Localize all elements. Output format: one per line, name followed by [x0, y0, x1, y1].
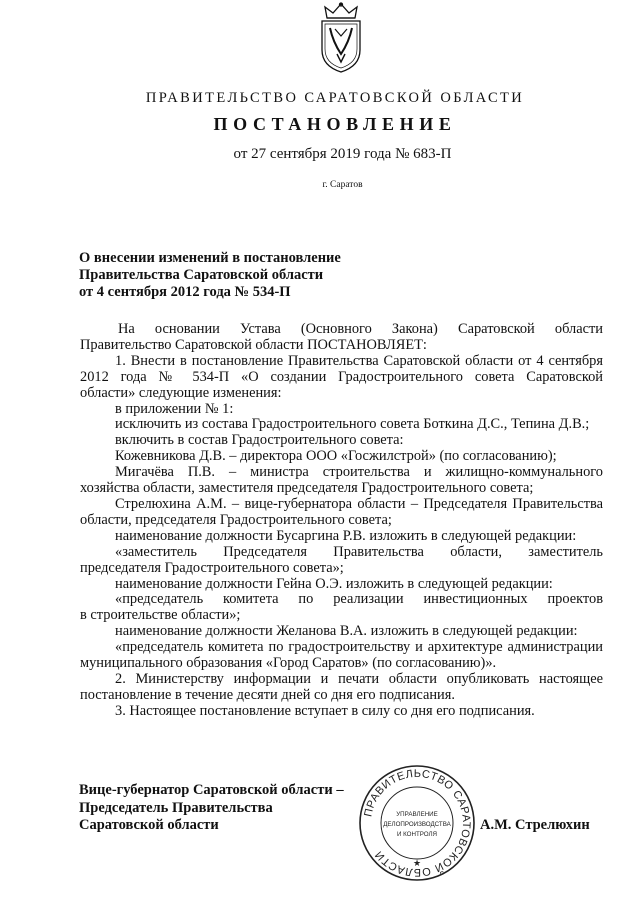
document-subject [79, 250, 341, 301]
stamp-star-icon: ★ [412, 858, 422, 868]
signer-name: А.М. Стрелюхин [480, 817, 590, 833]
body-line: Правительство Саратовской области ПОСТАНОВЛЯЕТ: [80, 336, 427, 353]
date-and-number: от 27 сентября 2019 года № 683-П [233, 146, 452, 162]
stamp-center-line: И КОНТРОЛЯ [396, 831, 438, 838]
body-line: постановление в течение десяти дней со дня его подписания. [80, 686, 455, 703]
body-line: наименование должности Бусаргина Р.В. изложить в следующей редакции: [115, 527, 577, 544]
city: г. Саратов [322, 180, 363, 190]
body-line: в строительстве области»; [80, 607, 241, 624]
signatory-line: Саратовской области [79, 817, 219, 833]
body-line: наименование должности Гейна О.Э. изложить в следующей редакции: [115, 575, 553, 592]
body-line: «председатель комитета по градостроительству и архитектуре администрации [115, 639, 603, 656]
stamp-ring-text: ПРАВИТЕЛЬСТВО САРАТОВСКОЙ ОБЛАСТИ [362, 767, 473, 879]
stamp-center-line: ДЕЛОПРОИЗВОДСТВА [383, 821, 451, 828]
body-line: «заместитель Председателя Правительства области, заместитель [115, 543, 603, 560]
body-line: исключить из состава Градостроительного совета Боткина Д.С., Тепина Д.В.; [115, 416, 590, 433]
body-line: Кожевникова Д.В. – директора ООО «Госжилстрой» (по согласованию); [115, 448, 557, 465]
body-line: наименование должности Желанова В.А. изложить в следующей редакции: [115, 623, 578, 640]
body-line: области, председателя Градостроительного совета; [80, 511, 392, 528]
official-stamp [357, 763, 477, 883]
body-line: председателя Градостроительного совета»; [80, 559, 344, 576]
body-line: 3. Настоящее постановление вступает в силу со дня его подписания. [115, 702, 535, 719]
body-line: Стрелюхина А.М. – вице-губернатора области – Председателя Правительства [115, 495, 603, 512]
body-line: области» следующие изменения: [80, 384, 282, 401]
signatory-line: Вице-губернатор Саратовской области – [79, 782, 344, 798]
subject-line: от 4 сентября 2012 года № 534-П [79, 284, 291, 300]
body-line: 2012 года № 534-П «О создании Градостроительного совета Саратовской [80, 368, 603, 385]
body-line: в приложении № 1: [115, 400, 234, 417]
document-type: ПОСТАНОВЛЕНИЕ [213, 114, 457, 134]
government-title: ПРАВИТЕЛЬСТВО САРАТОВСКОЙ ОБЛАСТИ [145, 90, 525, 106]
body-line: «председатель комитета по реализации инвестиционных проектов [115, 591, 603, 608]
body-line: хозяйства области, заместителя председателя Градостроительного совета; [80, 480, 534, 497]
body-line: На основании Устава (Основного Закона) Саратовской области [118, 321, 603, 337]
body-line: муниципального образования «Город Саратов» (по согласованию)». [80, 655, 497, 672]
subject-line: О внесении изменений в постановление [79, 250, 341, 266]
coat-of-arms-emblem [313, 2, 369, 74]
signatory-position [79, 782, 344, 835]
subject-line: Правительства Саратовской области [79, 267, 324, 283]
body-line: 2. Министерству информации и печати области опубликовать настоящее [115, 670, 603, 687]
signatory-line: Председатель Правительства [79, 799, 273, 816]
body-line: 1. Внести в постановление Правительства Саратовской области от 4 сентября [115, 352, 603, 369]
stamp-center-line: УПРАВЛЕНИЕ [396, 811, 438, 818]
document-body [80, 322, 603, 720]
body-line: Мигачёва П.В. – министра строительства и жилищно-коммунального [115, 464, 603, 481]
body-line: включить в состав Градостроительного совета: [115, 432, 404, 449]
